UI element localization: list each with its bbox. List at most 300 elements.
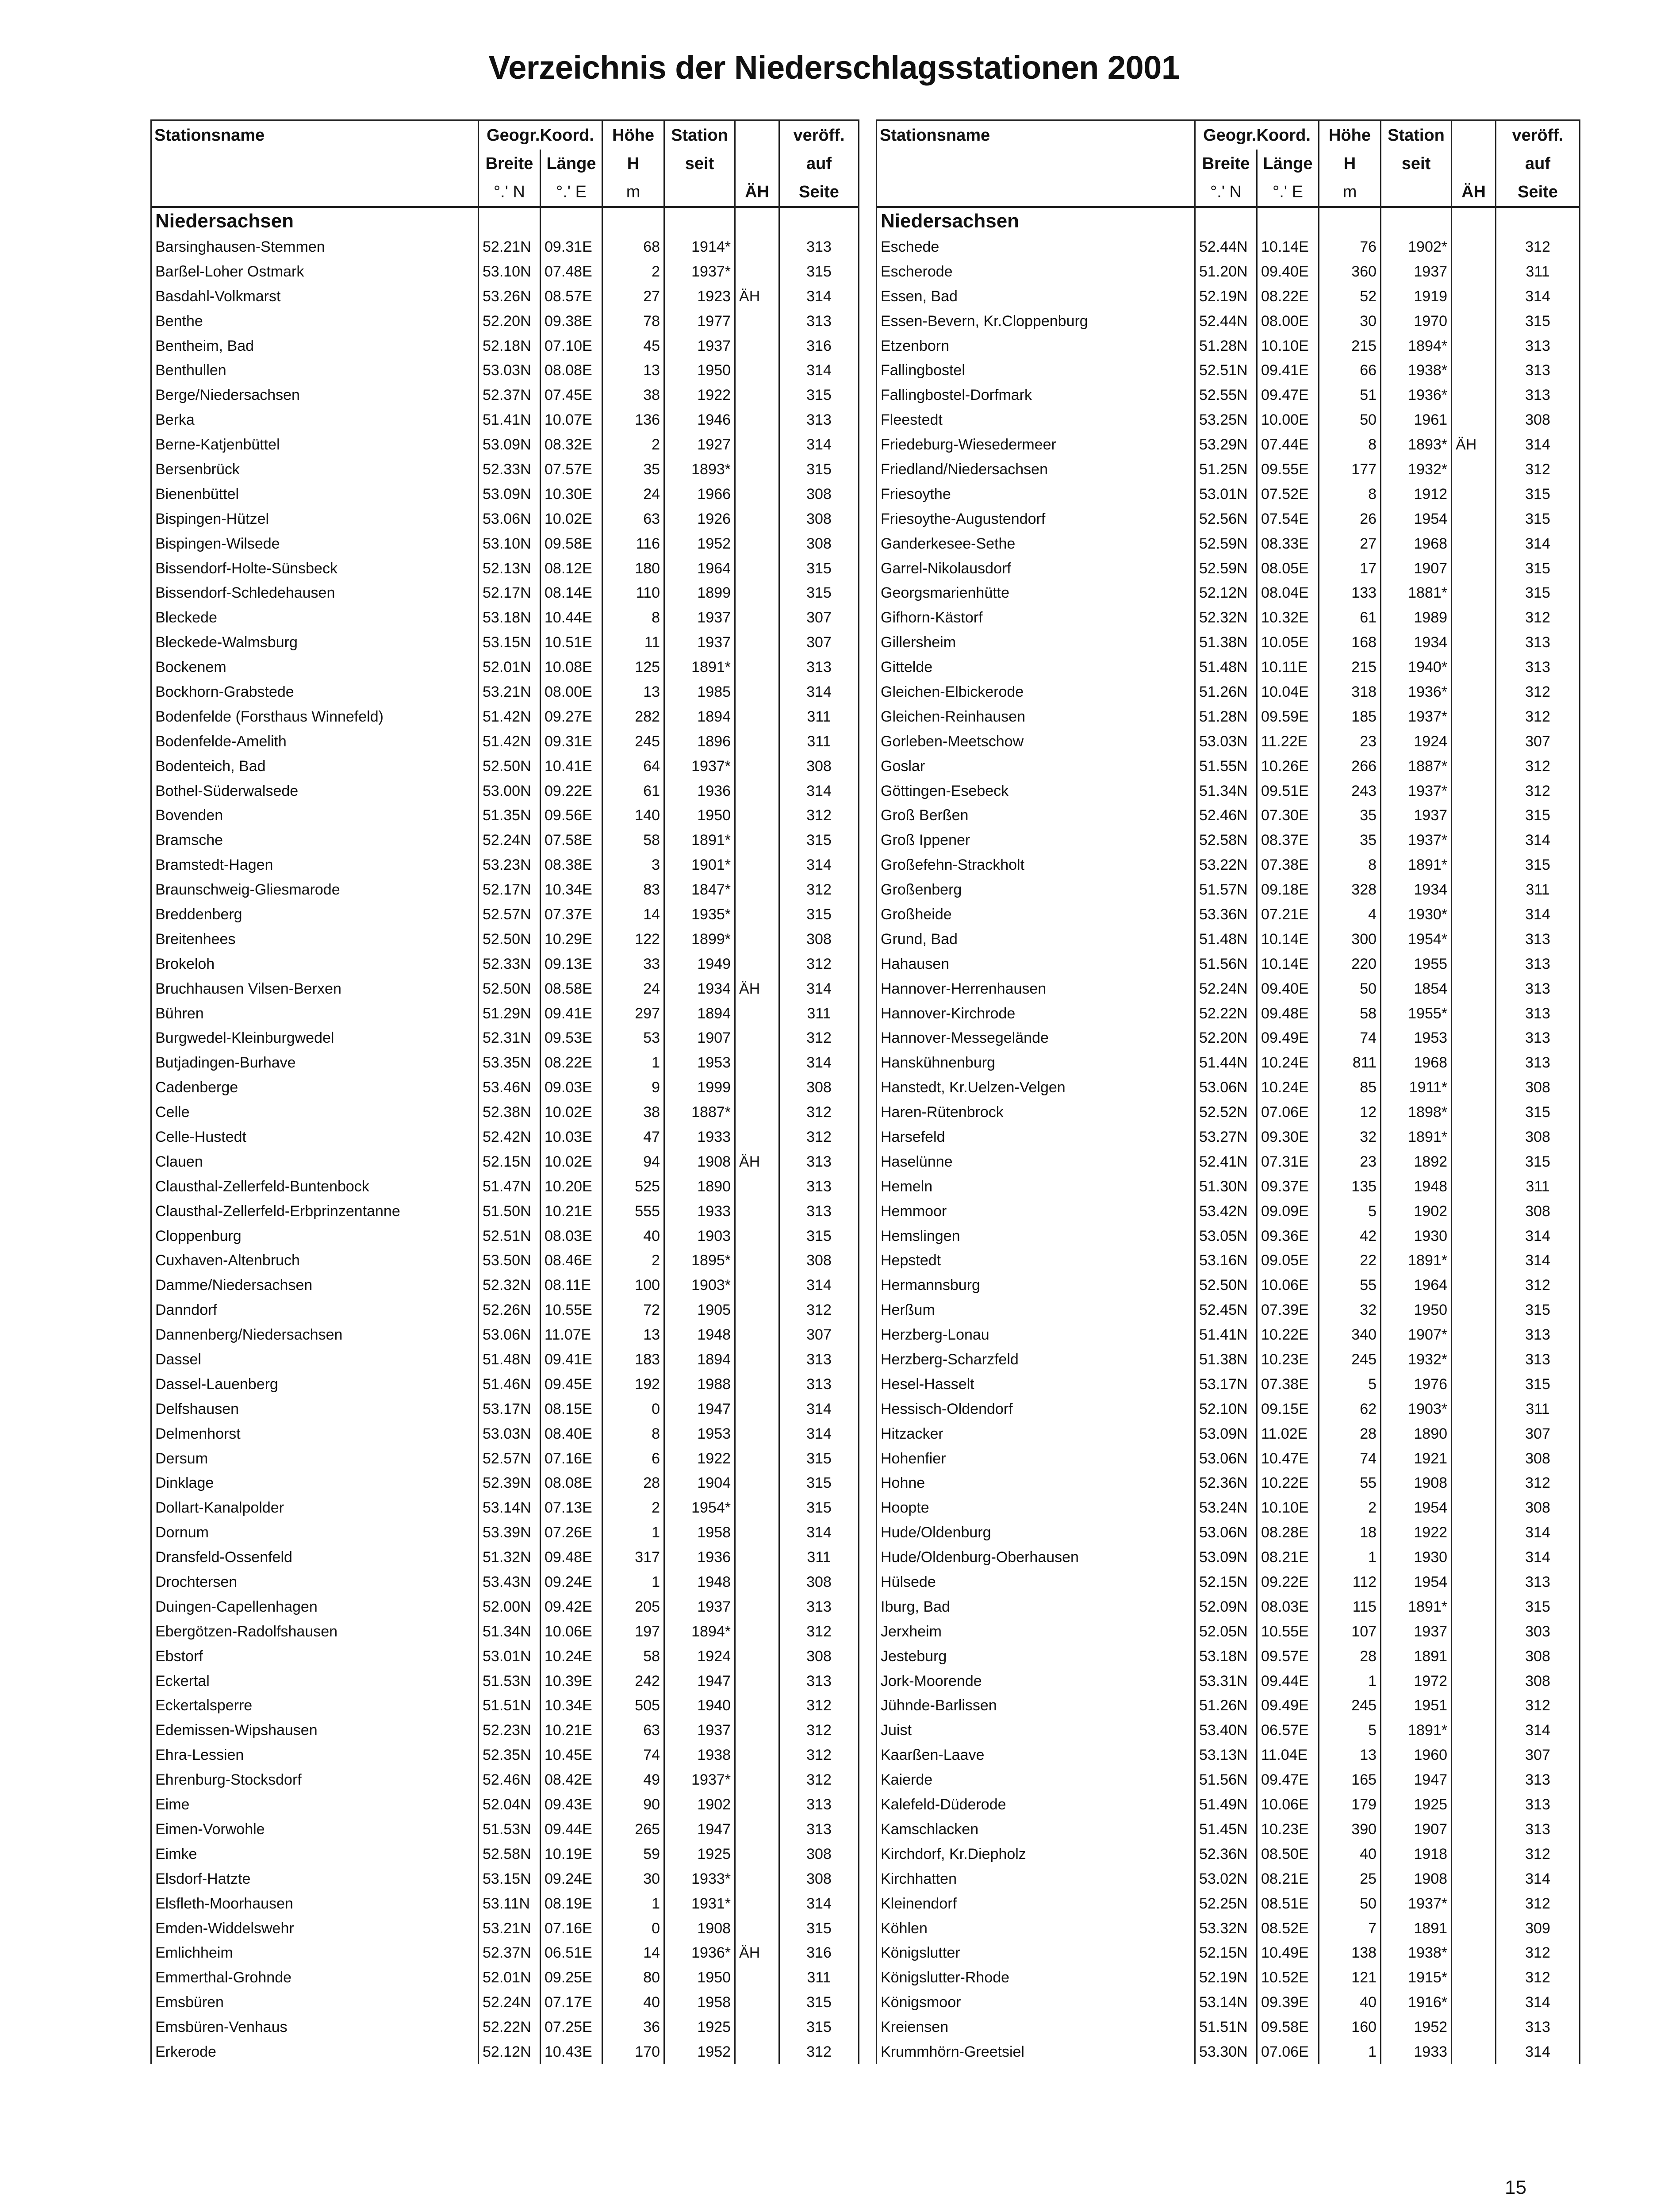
table-row <box>877 1916 1580 1941</box>
table-row <box>151 1347 859 1372</box>
ah-flag <box>735 1866 779 1891</box>
latitude: 52.36N <box>1195 1842 1257 1866</box>
height: 555 <box>602 1199 664 1224</box>
longitude: 08.57E <box>541 284 602 309</box>
table-row <box>151 1001 859 1026</box>
station-since: 1895* <box>664 1248 735 1273</box>
publ-page: 315 <box>779 1916 859 1941</box>
table-row <box>151 1248 859 1273</box>
station-since: 1926 <box>664 507 735 531</box>
ah-flag <box>735 1545 779 1570</box>
table-row <box>877 877 1580 902</box>
latitude: 52.10N <box>1195 1397 1257 1421</box>
height: 36 <box>602 2015 664 2039</box>
station-name: Fallingbostel <box>877 358 1195 383</box>
table-row <box>151 1199 859 1224</box>
longitude: 08.04E <box>1257 580 1319 605</box>
longitude: 07.45E <box>541 383 602 407</box>
publ-page: 315 <box>779 457 859 482</box>
longitude: 10.14E <box>1257 952 1319 976</box>
station-since: 1958 <box>664 1520 735 1545</box>
station-since: 1902 <box>1381 1199 1452 1224</box>
latitude: 53.00N <box>479 779 541 803</box>
publ-page: 314 <box>779 976 859 1001</box>
station-since: 1936 <box>664 779 735 803</box>
station-name: Bersenbrück <box>151 457 479 482</box>
station-since: 1937 <box>664 334 735 358</box>
height: 13 <box>602 358 664 383</box>
station-since: 1899* <box>664 927 735 952</box>
table-row <box>877 1743 1580 1767</box>
station-name: Hepstedt <box>877 1248 1195 1273</box>
station-name: Bentheim, Bad <box>151 334 479 358</box>
height: 8 <box>1319 482 1381 507</box>
station-name: Emden-Widdelswehr <box>151 1916 479 1941</box>
station-name: Delmenhorst <box>151 1421 479 1446</box>
publ-page: 311 <box>779 1001 859 1026</box>
station-since: 1937* <box>664 754 735 779</box>
table-row <box>151 234 859 259</box>
station-since: 1901* <box>664 853 735 877</box>
station-name: Celle-Hustedt <box>151 1125 479 1149</box>
station-name: Hohenfier <box>877 1446 1195 1471</box>
station-since: 1937* <box>664 1767 735 1792</box>
station-since: 1891* <box>1381 853 1452 877</box>
height: 1 <box>602 1050 664 1075</box>
height: 8 <box>602 1421 664 1446</box>
table-row <box>151 531 859 556</box>
latitude: 52.59N <box>1195 556 1257 581</box>
station-name: Juist <box>877 1718 1195 1743</box>
height: 49 <box>602 1767 664 1792</box>
ah-flag <box>735 1619 779 1644</box>
station-name: Benthe <box>151 309 479 334</box>
station-name: Gleichen-Reinhausen <box>877 704 1195 729</box>
height: 179 <box>1319 1792 1381 1817</box>
longitude: 08.52E <box>1257 1916 1319 1941</box>
station-since: 1954* <box>664 1495 735 1520</box>
station-name: Berka <box>151 407 479 432</box>
latitude: 53.46N <box>479 1075 541 1100</box>
publ-page: 308 <box>1496 1199 1580 1224</box>
station-since: 1970 <box>1381 309 1452 334</box>
latitude: 52.12N <box>1195 580 1257 605</box>
latitude: 52.51N <box>479 1224 541 1248</box>
table-row <box>151 1421 859 1446</box>
table-row <box>877 976 1580 1001</box>
ah-flag <box>735 1842 779 1866</box>
longitude: 07.37E <box>541 902 602 927</box>
publ-page: 312 <box>1496 1891 1580 1916</box>
table-row <box>877 1718 1580 1743</box>
publ-page: 307 <box>1496 1743 1580 1767</box>
ah-flag <box>735 309 779 334</box>
publ-page: 313 <box>1496 1817 1580 1842</box>
station-since: 1937 <box>664 1718 735 1743</box>
latitude: 52.24N <box>479 1990 541 2015</box>
header-publ-page: Seite <box>1496 178 1580 207</box>
publ-page: 313 <box>1496 383 1580 407</box>
table-row <box>151 2039 859 2064</box>
table-row <box>151 927 859 952</box>
longitude: 10.41E <box>541 754 602 779</box>
table-row <box>151 432 859 457</box>
publ-page: 315 <box>1496 482 1580 507</box>
latitude: 52.38N <box>479 1100 541 1125</box>
height: 122 <box>602 927 664 952</box>
latitude: 52.50N <box>1195 1273 1257 1298</box>
publ-page: 315 <box>1496 580 1580 605</box>
longitude: 10.00E <box>1257 407 1319 432</box>
ah-flag <box>1452 828 1496 853</box>
height: 33 <box>602 952 664 976</box>
publ-page: 311 <box>779 729 859 754</box>
station-since: 1936* <box>1381 680 1452 704</box>
longitude: 09.48E <box>1257 1001 1319 1026</box>
height: 282 <box>602 704 664 729</box>
station-since: 1921 <box>1381 1446 1452 1471</box>
longitude: 10.45E <box>541 1743 602 1767</box>
station-name: Barsinghausen-Stemmen <box>151 234 479 259</box>
longitude: 07.38E <box>1257 853 1319 877</box>
header-blank4 <box>664 178 735 207</box>
publ-page: 314 <box>1496 2039 1580 2064</box>
publ-page: 307 <box>779 630 859 655</box>
height: 100 <box>602 1273 664 1298</box>
ah-flag <box>735 803 779 828</box>
publ-page: 314 <box>1496 902 1580 927</box>
ah-flag <box>735 1248 779 1273</box>
station-name: Clausthal-Zellerfeld-Buntenbock <box>151 1174 479 1199</box>
table-row <box>151 1397 859 1421</box>
station-name: Friedeburg-Wiesedermeer <box>877 432 1195 457</box>
longitude: 10.39E <box>541 1669 602 1694</box>
station-name: Bramstedt-Hagen <box>151 853 479 877</box>
table-row <box>877 259 1580 284</box>
height: 25 <box>1319 1866 1381 1891</box>
station-name: Bleckede-Walmsburg <box>151 630 479 655</box>
ah-flag <box>1452 1940 1496 1965</box>
height: 197 <box>602 1619 664 1644</box>
station-name: Brokeloh <box>151 952 479 976</box>
station-name: Gifhorn-Kästorf <box>877 605 1195 630</box>
station-name: Köhlen <box>877 1916 1195 1941</box>
publ-page: 313 <box>779 1817 859 1842</box>
height: 1 <box>602 1520 664 1545</box>
height: 9 <box>602 1075 664 1100</box>
station-name: Breitenhees <box>151 927 479 952</box>
height: 14 <box>602 1940 664 1965</box>
latitude: 53.03N <box>479 1421 541 1446</box>
station-table-right <box>876 119 1580 2064</box>
longitude: 10.02E <box>541 1100 602 1125</box>
table-row <box>151 1990 859 2015</box>
height: 245 <box>602 729 664 754</box>
ah-flag <box>1452 556 1496 581</box>
publ-page: 315 <box>779 902 859 927</box>
longitude: 10.49E <box>1257 1940 1319 1965</box>
station-name: Friesoythe-Augustendorf <box>877 507 1195 531</box>
publ-page: 308 <box>779 1570 859 1594</box>
latitude: 52.56N <box>1195 507 1257 531</box>
longitude: 09.24E <box>541 1570 602 1594</box>
latitude: 52.01N <box>479 655 541 680</box>
ah-flag: ÄH <box>735 284 779 309</box>
station-name: Hannover-Messegelände <box>877 1026 1195 1051</box>
latitude: 51.34N <box>1195 779 1257 803</box>
station-since: 1964 <box>664 556 735 581</box>
height: 328 <box>1319 877 1381 902</box>
header-lat-unit: °.' N <box>1195 178 1257 207</box>
ah-flag <box>735 383 779 407</box>
latitude: 53.09N <box>1195 1545 1257 1570</box>
height: 42 <box>1319 1224 1381 1248</box>
latitude: 52.45N <box>1195 1298 1257 1322</box>
longitude: 07.06E <box>1257 1100 1319 1125</box>
station-name: Friedland/Niedersachsen <box>877 457 1195 482</box>
latitude: 53.09N <box>479 432 541 457</box>
ah-flag <box>1452 1644 1496 1669</box>
publ-page: 313 <box>1496 1767 1580 1792</box>
latitude: 52.21N <box>479 234 541 259</box>
header-station: Station <box>1381 120 1452 150</box>
latitude: 51.56N <box>1195 952 1257 976</box>
station-since: 1999 <box>664 1075 735 1100</box>
height: 55 <box>1319 1273 1381 1298</box>
latitude: 51.41N <box>1195 1322 1257 1347</box>
longitude: 09.44E <box>541 1817 602 1842</box>
table-row <box>877 1273 1580 1298</box>
longitude: 09.36E <box>1257 1224 1319 1248</box>
station-since: 1948 <box>664 1570 735 1594</box>
latitude: 53.31N <box>1195 1669 1257 1694</box>
station-since: 1948 <box>1381 1174 1452 1199</box>
publ-page: 312 <box>779 1619 859 1644</box>
ah-flag <box>1452 259 1496 284</box>
latitude: 53.13N <box>1195 1743 1257 1767</box>
longitude: 10.21E <box>541 1718 602 1743</box>
longitude: 07.30E <box>1257 803 1319 828</box>
table-row <box>151 1372 859 1397</box>
ah-flag <box>735 1644 779 1669</box>
publ-page: 312 <box>1496 704 1580 729</box>
height: 243 <box>1319 779 1381 803</box>
publ-page: 313 <box>779 1669 859 1694</box>
station-name: Hermannsburg <box>877 1273 1195 1298</box>
table-row <box>877 828 1580 853</box>
longitude: 09.27E <box>541 704 602 729</box>
longitude: 07.06E <box>1257 2039 1319 2064</box>
header-ah-blank2 <box>735 150 779 178</box>
height: 4 <box>1319 902 1381 927</box>
ah-flag <box>1452 1224 1496 1248</box>
station-since: 1927 <box>664 432 735 457</box>
publ-page: 315 <box>779 580 859 605</box>
station-since: 1890 <box>1381 1421 1452 1446</box>
ah-flag <box>1452 1026 1496 1051</box>
station-name: Großheide <box>877 902 1195 927</box>
longitude: 09.41E <box>541 1347 602 1372</box>
station-name: Königslutter <box>877 1940 1195 1965</box>
longitude: 07.39E <box>1257 1298 1319 1322</box>
latitude: 53.02N <box>1195 1866 1257 1891</box>
longitude: 09.09E <box>1257 1199 1319 1224</box>
header-blank3 <box>877 178 1195 207</box>
ah-flag <box>1452 729 1496 754</box>
station-name: Celle <box>151 1100 479 1125</box>
ah-flag <box>1452 1298 1496 1322</box>
station-name: Duingen-Capellenhagen <box>151 1594 479 1619</box>
longitude: 07.25E <box>541 2015 602 2039</box>
height: 180 <box>602 556 664 581</box>
publ-page: 313 <box>779 1149 859 1174</box>
latitude: 52.35N <box>479 1743 541 1767</box>
station-since: 1937 <box>664 630 735 655</box>
table-row <box>877 1421 1580 1446</box>
table-row <box>877 358 1580 383</box>
header-height-h: H <box>602 150 664 178</box>
station-name: Bockhorn-Grabstede <box>151 680 479 704</box>
latitude: 51.51N <box>479 1694 541 1718</box>
station-name: Hesel-Hasselt <box>877 1372 1195 1397</box>
longitude: 08.15E <box>541 1397 602 1421</box>
table-row <box>151 1273 859 1298</box>
height: 55 <box>1319 1471 1381 1496</box>
station-name: Kaarßen-Laave <box>877 1743 1195 1767</box>
height: 23 <box>1319 1149 1381 1174</box>
station-since: 1908 <box>664 1149 735 1174</box>
latitude: 51.45N <box>1195 1817 1257 1842</box>
height: 40 <box>1319 1990 1381 2015</box>
ah-flag <box>1452 1965 1496 1990</box>
height: 215 <box>1319 655 1381 680</box>
height: 390 <box>1319 1817 1381 1842</box>
station-name: Berge/Niedersachsen <box>151 383 479 407</box>
height: 115 <box>1319 1594 1381 1619</box>
publ-page: 314 <box>1496 284 1580 309</box>
table-row <box>877 482 1580 507</box>
longitude: 07.16E <box>541 1446 602 1471</box>
publ-page: 308 <box>1496 1446 1580 1471</box>
latitude: 53.09N <box>479 482 541 507</box>
publ-page: 314 <box>1496 531 1580 556</box>
longitude: 09.43E <box>541 1792 602 1817</box>
station-name: Escherode <box>877 259 1195 284</box>
ah-flag <box>735 853 779 877</box>
station-name: Hoopte <box>877 1495 1195 1520</box>
publ-page: 314 <box>779 284 859 309</box>
latitude: 53.42N <box>1195 1199 1257 1224</box>
station-name: Ebstorf <box>151 1644 479 1669</box>
station-name: Gillersheim <box>877 630 1195 655</box>
table-row <box>151 803 859 828</box>
publ-page: 311 <box>1496 1397 1580 1421</box>
table-row <box>151 259 859 284</box>
station-since: 1896 <box>664 729 735 754</box>
longitude: 09.31E <box>541 234 602 259</box>
height: 26 <box>1319 507 1381 531</box>
station-since: 1922 <box>664 1446 735 1471</box>
height: 1 <box>1319 1669 1381 1694</box>
table-row <box>877 1100 1580 1125</box>
latitude: 52.50N <box>479 754 541 779</box>
station-since: 1915* <box>1381 1965 1452 1990</box>
table-row <box>877 1792 1580 1817</box>
table-row <box>151 1644 859 1669</box>
station-since: 1954 <box>1381 1570 1452 1594</box>
table-row <box>877 1495 1580 1520</box>
table-row <box>151 1570 859 1594</box>
longitude: 08.19E <box>541 1891 602 1916</box>
publ-page: 313 <box>1496 655 1580 680</box>
latitude: 51.48N <box>1195 655 1257 680</box>
station-name: Hanstedt, Kr.Uelzen-Velgen <box>877 1075 1195 1100</box>
longitude: 09.40E <box>1257 259 1319 284</box>
station-since: 1891* <box>1381 1125 1452 1149</box>
latitude: 51.42N <box>479 729 541 754</box>
height: 360 <box>1319 259 1381 284</box>
ah-flag <box>1452 1520 1496 1545</box>
height: 72 <box>602 1298 664 1322</box>
height: 32 <box>1319 1125 1381 1149</box>
station-since: 1977 <box>664 309 735 334</box>
publ-page: 314 <box>779 1891 859 1916</box>
latitude: 53.32N <box>1195 1916 1257 1941</box>
station-since: 1948 <box>664 1322 735 1347</box>
ah-flag <box>735 1669 779 1694</box>
publ-page: 312 <box>779 1694 859 1718</box>
station-since: 1938* <box>1381 358 1452 383</box>
longitude: 07.57E <box>541 457 602 482</box>
height: 59 <box>602 1842 664 1866</box>
latitude: 51.49N <box>1195 1792 1257 1817</box>
height: 3 <box>602 853 664 877</box>
height: 0 <box>602 1916 664 1941</box>
publ-page: 315 <box>779 259 859 284</box>
station-name: Kirchhatten <box>877 1866 1195 1891</box>
ah-flag <box>735 1298 779 1322</box>
ah-flag <box>1452 531 1496 556</box>
station-name: Bodenteich, Bad <box>151 754 479 779</box>
station-name: Hemmoor <box>877 1199 1195 1224</box>
station-name: Friesoythe <box>877 482 1195 507</box>
longitude: 07.16E <box>541 1916 602 1941</box>
station-name: Dornum <box>151 1520 479 1545</box>
table-row <box>877 1866 1580 1891</box>
table-row <box>877 1174 1580 1199</box>
publ-page: 313 <box>1496 927 1580 952</box>
ah-flag <box>735 1891 779 1916</box>
height: 66 <box>1319 358 1381 383</box>
latitude: 53.22N <box>1195 853 1257 877</box>
station-since: 1933 <box>1381 2039 1452 2064</box>
longitude: 09.38E <box>541 309 602 334</box>
height: 1 <box>1319 1545 1381 1570</box>
station-since: 1933* <box>664 1866 735 1891</box>
ah-flag <box>735 927 779 952</box>
station-since: 1919 <box>1381 284 1452 309</box>
height: 74 <box>1319 1026 1381 1051</box>
height: 0 <box>602 1397 664 1421</box>
latitude: 53.18N <box>479 605 541 630</box>
header-height-unit: m <box>1319 178 1381 207</box>
station-name: Hohne <box>877 1471 1195 1496</box>
station-since: 1932* <box>1381 1347 1452 1372</box>
height: 24 <box>602 976 664 1001</box>
height: 297 <box>602 1001 664 1026</box>
station-name: Kaierde <box>877 1767 1195 1792</box>
station-name: Hemeln <box>877 1174 1195 1199</box>
